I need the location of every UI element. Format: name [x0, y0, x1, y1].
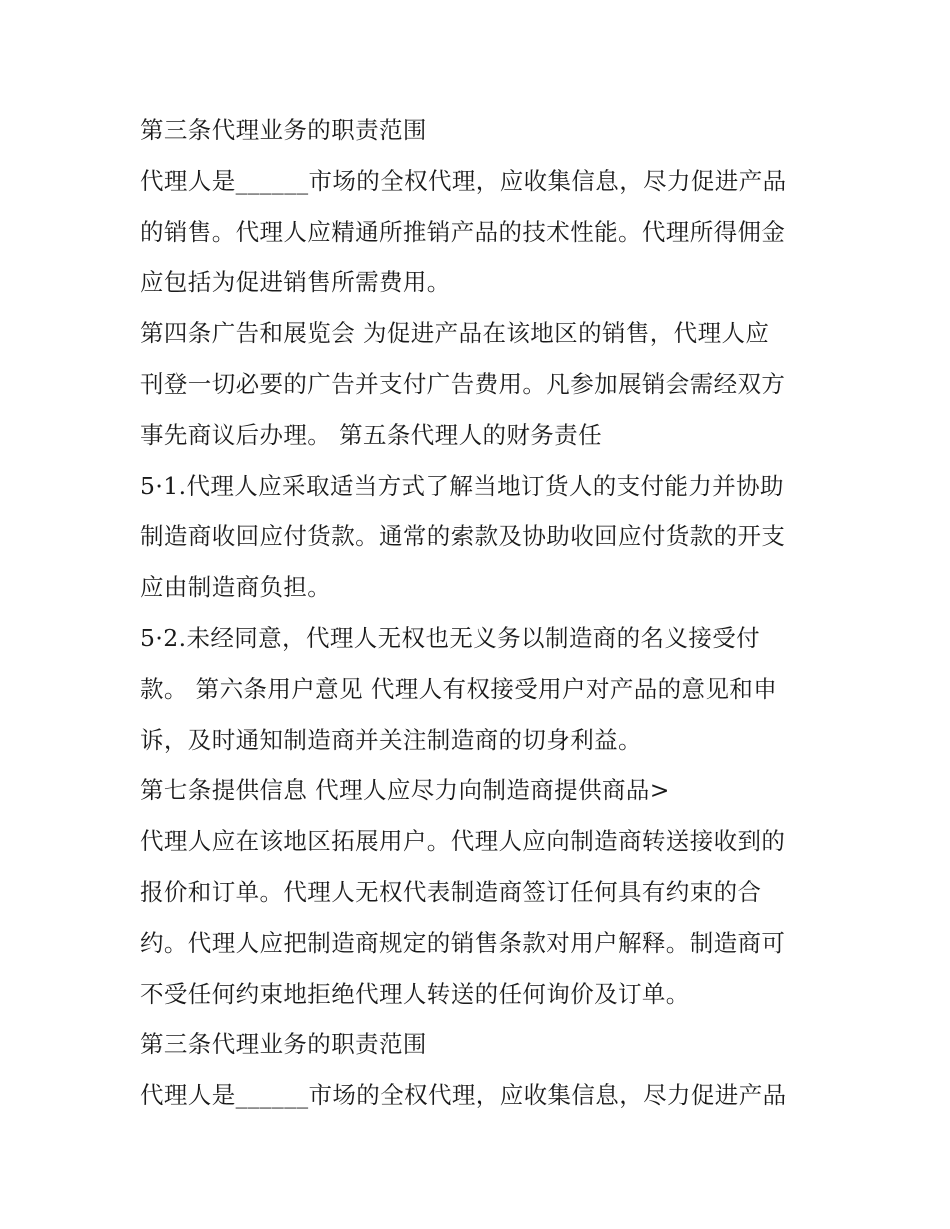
text-line-article4: 第四条广告和展览会 为促进产品在该地区的销售，代理人应	[140, 319, 770, 348]
text-line-article5: 事先商议后办理。 第五条代理人的财务责任	[140, 420, 602, 449]
text-line: 的销售。代理人应精通所推销产品的技术性能。代理所得佣金	[140, 217, 786, 246]
text-line: 应由制造商负担。	[140, 573, 332, 602]
text-line: 刊登一切必要的广告并支付广告费用。凡参加展销会需经双方	[140, 369, 786, 398]
text-line: 制造商收回应付货款。通常的索款及协助收回应付货款的开支	[140, 522, 786, 551]
text-line: 应包括为促进销售所需费用。	[140, 268, 451, 297]
text-line: 代理人是______市场的全权代理，应收集信息，尽力促进产品	[140, 1081, 787, 1110]
text-line: 约。代理人应把制造商规定的销售条款对用户解释。制造商可	[140, 928, 786, 957]
text-line-article3-heading: 第三条代理业务的职责范围	[140, 116, 427, 144]
document-body	[140, 108, 820, 1124]
text-line: 报价和订单。代理人无权代表制造商签订任何具有约束的合	[140, 877, 762, 906]
text-line: 不受任何约束地拒绝代理人转送的任何询价及订单。	[140, 979, 690, 1008]
text-line-article7: 第七条提供信息 代理人应尽力向制造商提供商品>	[140, 776, 670, 805]
text-line-clause-5-2: 5·2.未经同意，代理人无权也无义务以制造商的名义接受付	[140, 623, 761, 652]
text-line-article3-heading-repeat: 第三条代理业务的职责范围	[140, 1030, 427, 1059]
text-line-clause-5-1: 5·1.代理人应采取适当方式了解当地订货人的支付能力并协助	[140, 471, 784, 500]
text-line: 代理人是______市场的全权代理，应收集信息，尽力促进产品	[140, 166, 787, 195]
text-line-article6: 款。 第六条用户意见 代理人有权接受用户对产品的意见和申	[140, 674, 778, 703]
text-line: 代理人应在该地区拓展用户。代理人应向制造商转送接收到的	[140, 827, 786, 856]
text-line: 诉，及时通知制造商并关注制造商的切身利益。	[140, 725, 642, 754]
